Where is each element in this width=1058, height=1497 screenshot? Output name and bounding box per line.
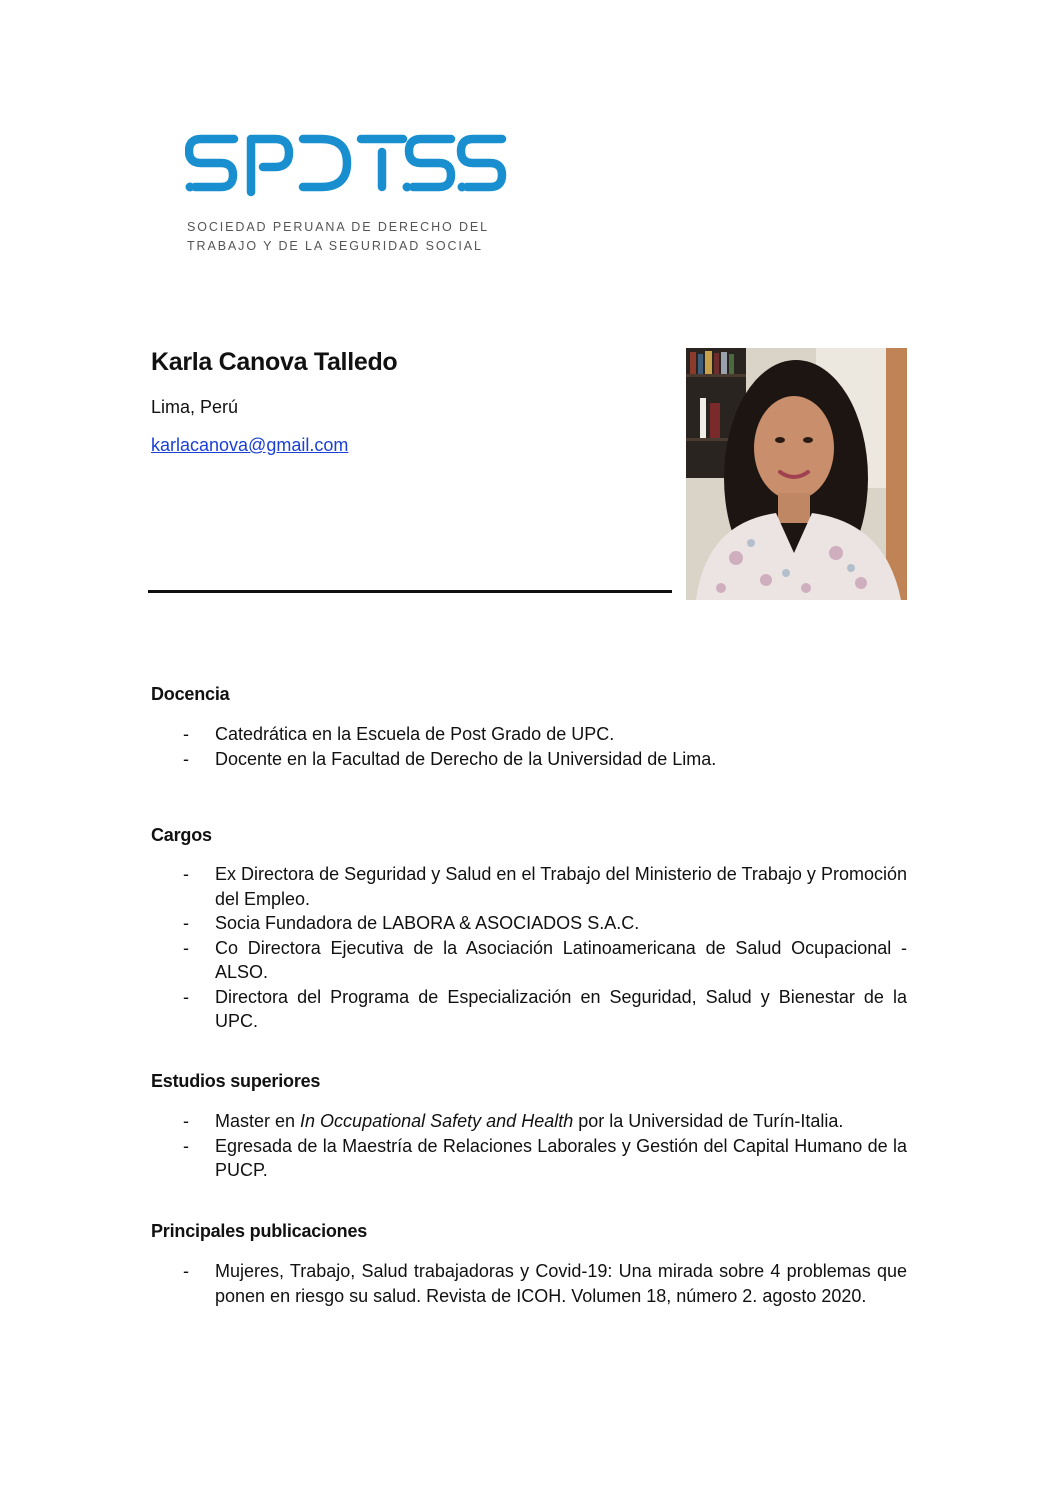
profile-photo [686,348,907,600]
bullet-dash: - [183,1111,189,1131]
bullet-dash: - [183,937,189,958]
profile-name: Karla Canova Talledo [151,348,398,376]
publicaciones-list [151,1259,907,1308]
docencia-list [151,722,907,771]
list-item: - Directora del Programa de Especialización en Seguridad, Salud y Bienestar de la UPC. [183,986,907,1031]
bullet-dash: - [183,748,189,769]
list-item: - Docente en la Facultad de Derecho de la Universidad de Lima. [151,747,907,772]
list-item: - Mujeres, Trabajo, Salud trabajadoras y Covid-19: Una mirada sobre 4 problemas que ponen en riesgo su salud. Revista de ICOH. Volumen 18, número 2. agosto 2020. [183,1261,907,1306]
bullet-dash: - [183,1261,189,1281]
header-divider [148,590,672,593]
bullet-dash: - [183,724,189,744]
profile-location: Lima, Perú [151,397,239,417]
bullet-dash: - [183,986,189,1007]
section-title-publicaciones: Principales publicaciones [151,1221,368,1241]
bullet-dash: - [183,913,189,933]
logo-subtitle-line2: TRABAJO Y DE LA SEGURIDAD SOCIAL [187,239,483,253]
list-item: - Socia Fundadora de LABORA & ASOCIADOS S.A.C. [151,911,907,936]
list-item: - Ex Directora de Seguridad y Salud en el Trabajo del Ministerio de Trabajo y Promoción del Empleo. [183,864,907,909]
email-link[interactable]: karlacanova@gmail.com [151,435,349,455]
bullet-dash: - [183,1135,189,1156]
section-title-docencia: Docencia [151,684,230,704]
estudios-list [151,1109,907,1183]
section-title-estudios: Estudios superiores [151,1071,321,1091]
section-title-cargos: Cargos [151,825,212,845]
list-item: - Master en In Occupational Safety and Health por la Universidad de Turín-Italia. [151,1109,907,1134]
list-item: - Catedrática en la Escuela de Post Grado de UPC. [151,722,907,747]
logo-subtitle-line1: SOCIEDAD PERUANA DE DERECHO DEL [187,220,490,234]
list-item: - Egresada de la Maestría de Relaciones Laborales y Gestión del Capital Humano de la PUCP. [183,1135,907,1180]
bullet-dash: - [183,864,189,884]
cargos-list [151,862,907,1034]
list-item: - Co Directora Ejecutiva de la Asociación Latinoamericana de Salud Ocupacional - ALSO. [183,937,907,982]
